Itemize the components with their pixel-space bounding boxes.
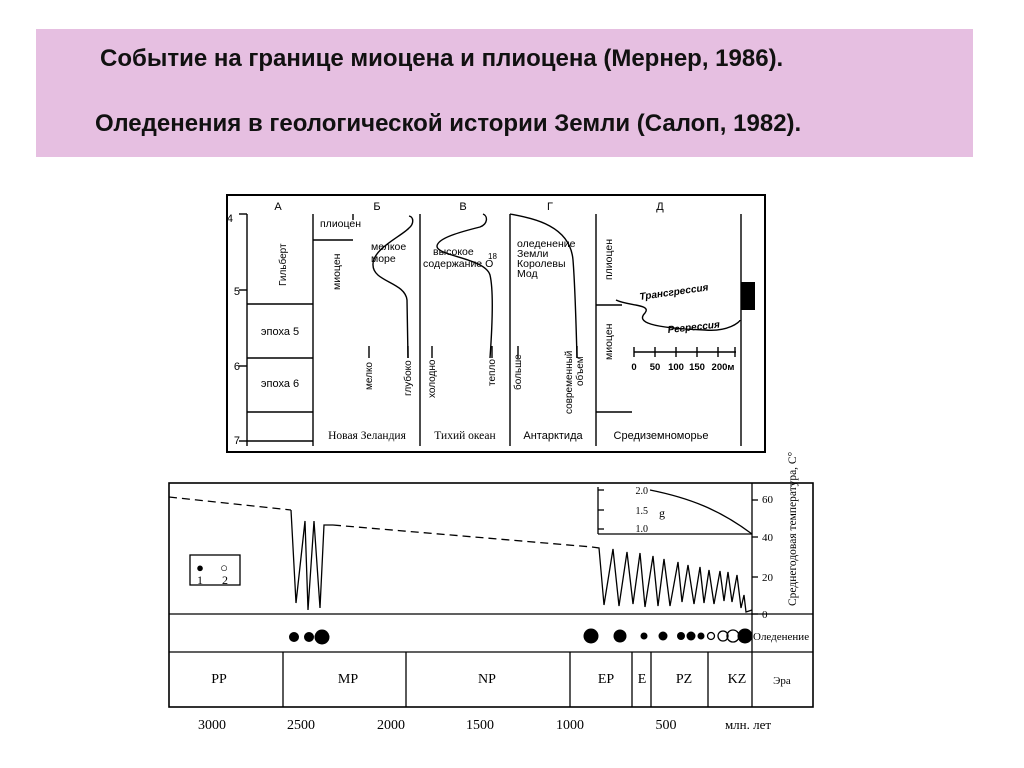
- column-letter-a: А: [274, 201, 282, 213]
- glaciation-marker: [738, 629, 753, 644]
- epoch-5-label: эпоха 5: [260, 326, 300, 338]
- g-glaciation-line4: Мод: [517, 268, 538, 280]
- glaciation-marker: [315, 630, 330, 645]
- glaciation-marker: [614, 630, 627, 643]
- time-tick-1000: 1000: [556, 718, 584, 733]
- era-ep: EP: [597, 672, 615, 687]
- time-tick-1500: 1500: [466, 718, 494, 733]
- b-miocene-label: миоцен: [331, 253, 343, 290]
- glaciation-marker: [677, 632, 685, 640]
- glaciation-marker: [304, 632, 314, 642]
- glaciation-marker: [289, 632, 299, 642]
- g-volume-axis: объем: [575, 356, 586, 386]
- glaciation-label: Оледенение: [753, 631, 810, 643]
- d-regression-label: Регрессия: [667, 319, 721, 336]
- glaciation-marker: [687, 632, 696, 641]
- temp-tick-40: 40: [762, 532, 773, 544]
- b-shallow-sea-line2: море: [371, 253, 396, 265]
- d-scale-100: 100: [668, 362, 684, 373]
- epoch-6-label: эпоха 6: [260, 378, 300, 390]
- region-pacific: Тихий океан: [434, 430, 496, 442]
- v-warm-axis: тепло: [487, 359, 498, 386]
- age-tick-7: 7: [233, 435, 240, 447]
- g-glaciation-line1: оледенение: [517, 238, 576, 250]
- g-modern-axis: современный: [564, 350, 575, 414]
- age-tick-5: 5: [233, 286, 240, 298]
- g-more-axis: больше: [513, 354, 524, 390]
- d-scale-0: 0: [631, 362, 637, 373]
- temp-tick-20: 20: [762, 572, 773, 584]
- time-unit-label: млн. лет: [724, 717, 772, 732]
- column-letter-d: Д: [656, 201, 664, 213]
- b-pliocene-label: плиоцен: [320, 218, 362, 230]
- column-letter-b: Б: [373, 201, 381, 213]
- column-letter-v: В: [459, 201, 467, 213]
- temp-tick-0: 0: [762, 609, 768, 621]
- d-scale-150: 150: [689, 362, 705, 373]
- d-pliocene-label: плиоцен: [603, 238, 615, 280]
- temp-tick-60: 60: [762, 494, 773, 506]
- b-shallow-axis: мелко: [364, 362, 375, 390]
- era-np: NP: [478, 672, 496, 687]
- v-isotope-superscript: 18: [488, 252, 497, 261]
- age-tick-6: 6: [233, 361, 240, 373]
- legend-label-1: 1: [197, 573, 203, 587]
- b-deep-axis: глубоко: [403, 360, 414, 396]
- g-glaciation-line3: Королевы: [517, 258, 566, 270]
- d-miocene-label: миоцен: [603, 323, 615, 360]
- inset-tick-1-5: 1.5: [635, 506, 648, 517]
- inset-tick-1-0: 1.0: [635, 524, 648, 535]
- glaciation-marker: [641, 633, 648, 640]
- legend-label-2: 2: [222, 573, 228, 587]
- inset-g-label: g: [659, 506, 665, 520]
- glaciation-marker: [584, 629, 599, 644]
- era-pp: PP: [211, 672, 227, 687]
- event-marker: [741, 282, 755, 310]
- d-scale-50: 50: [649, 362, 661, 373]
- gilbert-label: Гильберт: [278, 243, 289, 286]
- region-mediterranean: Средиземноморье: [613, 430, 709, 442]
- era-kz: KZ: [727, 672, 747, 687]
- time-tick-2500: 2500: [287, 718, 315, 733]
- v-high-line2: содержание O: [423, 258, 494, 270]
- glaciation-marker: [659, 632, 668, 641]
- b-shallow-sea-line1: мелкое: [371, 241, 407, 253]
- legend-filled-marker: ●: [196, 560, 204, 575]
- region-new-zealand: Новая Зеландия: [328, 430, 406, 442]
- d-transgression-label: Трансгрессия: [638, 282, 710, 303]
- v-high-line1: высокое: [433, 246, 474, 258]
- upper-figure: [227, 195, 765, 452]
- age-tick-4: 4: [226, 213, 233, 225]
- time-tick-3000: 3000: [198, 718, 226, 733]
- time-tick-500: 500: [655, 718, 677, 733]
- glaciation-marker: [698, 633, 705, 640]
- g-glaciation-line2: Земли: [517, 248, 549, 260]
- temp-axis-title: Среднегодовая температура, С°: [787, 451, 799, 606]
- column-letter-g: Г: [547, 201, 553, 213]
- era-mp: MP: [337, 672, 359, 687]
- legend-open-marker: ○: [220, 560, 228, 575]
- slide-title: Событие на границе миоцена и плиоцена (Мернер, 1986).: [100, 45, 784, 72]
- era-e: E: [637, 672, 647, 687]
- v-cold-axis: холодно: [427, 359, 438, 398]
- time-tick-2000: 2000: [377, 718, 405, 733]
- inset-tick-2-0: 2.0: [635, 486, 648, 497]
- region-antarctica: Антарктида: [523, 430, 583, 442]
- era-pz: PZ: [675, 672, 693, 687]
- lower-figure: [169, 451, 813, 733]
- era-label: Эра: [773, 675, 791, 687]
- slide-subtitle: Оледенения в геологической истории Земли (Салоп, 1982).: [95, 110, 802, 137]
- d-scale-200: 200м: [711, 362, 735, 373]
